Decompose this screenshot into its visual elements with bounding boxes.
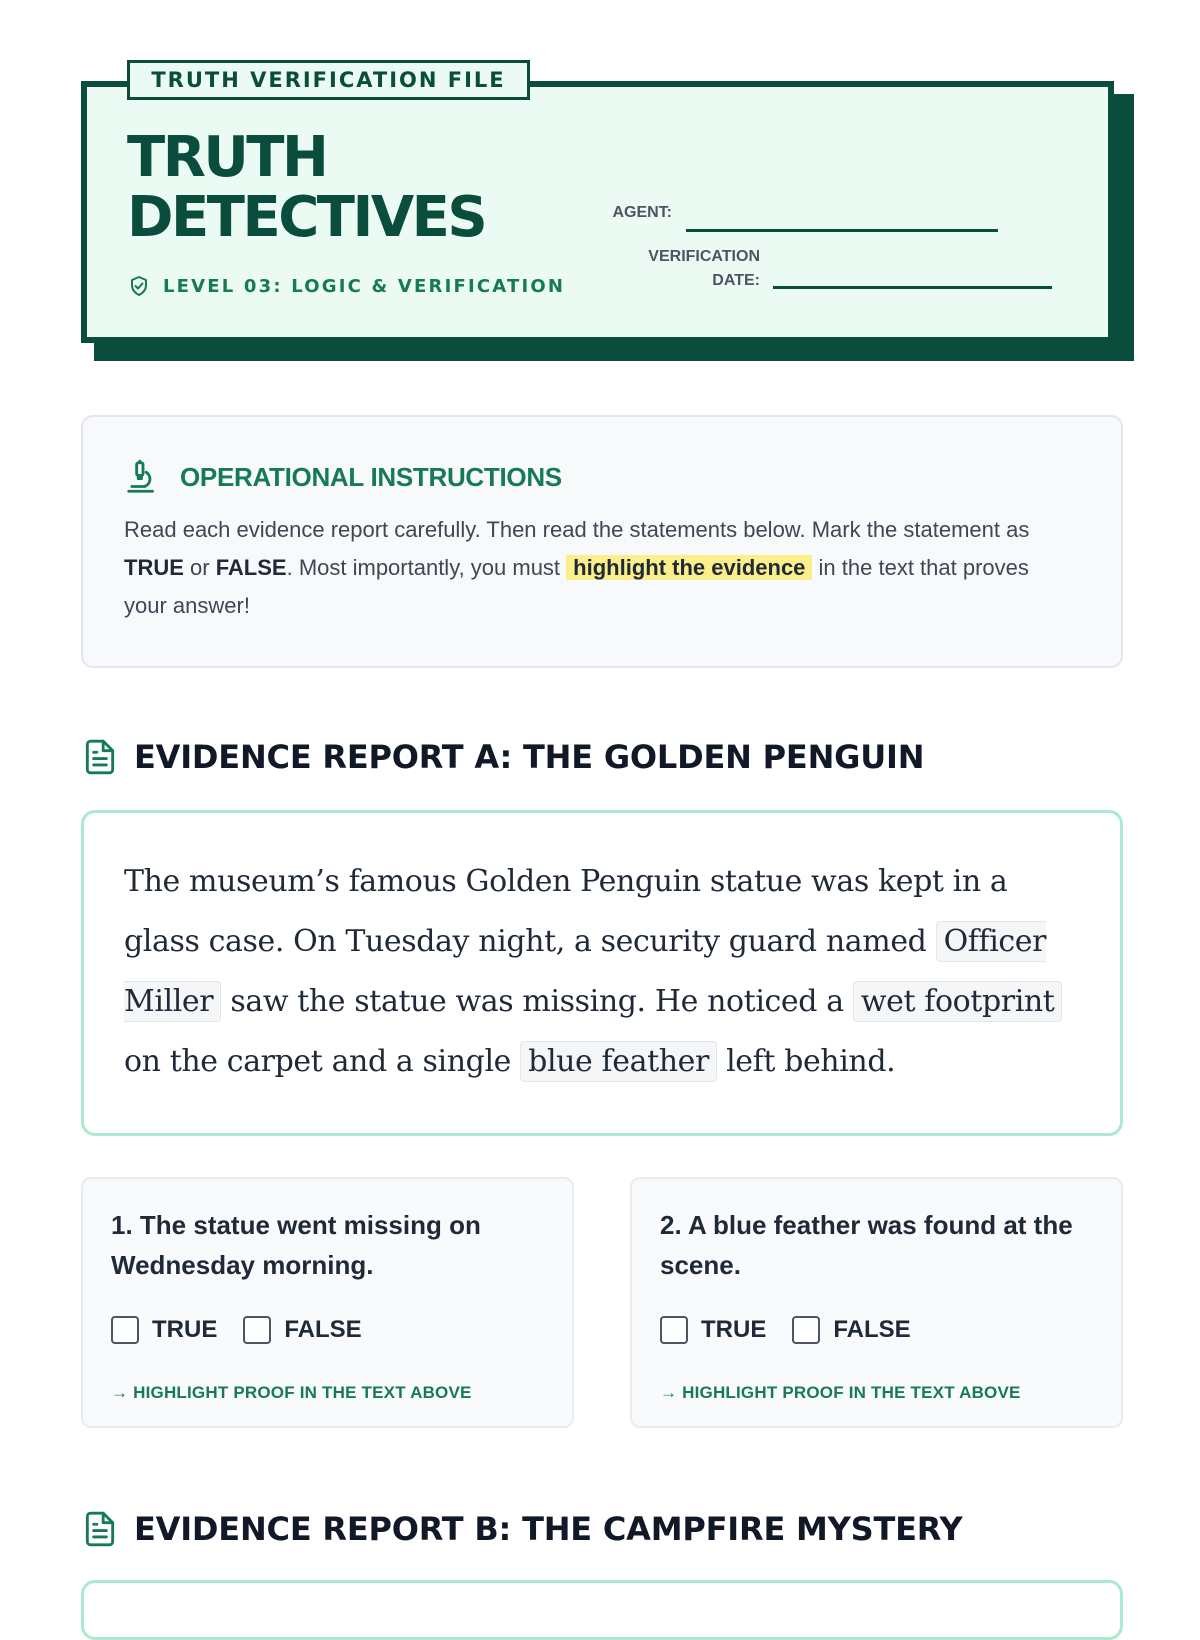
- true-label: TRUE: [701, 1316, 767, 1343]
- date-label-line-1: VERIFICATION: [648, 248, 760, 265]
- statement-2-choices: [660, 1316, 911, 1344]
- agent-label: AGENT:: [612, 204, 672, 221]
- statement-1-true-checkbox[interactable]: [111, 1316, 139, 1344]
- statement-2-hint: → HIGHLIGHT PROOF IN THE TEXT ABOVE: [660, 1383, 1021, 1402]
- level-label: LEVEL 03: LOGIC & VERIFICATION: [163, 275, 566, 297]
- date-label-line-2: DATE:: [712, 272, 760, 289]
- level-badge: [127, 274, 565, 298]
- evidence-chip-feather[interactable]: blue feather: [520, 1041, 717, 1082]
- highlight-evidence-phrase: highlight the evidence: [566, 555, 812, 580]
- false-label: FALSE: [833, 1316, 911, 1343]
- date-input-line[interactable]: [773, 286, 1052, 289]
- report-b-title: EVIDENCE REPORT B: THE CAMPFIRE MYSTERY: [134, 1510, 963, 1548]
- verification-date-label: [600, 245, 760, 293]
- true-keyword: TRUE: [124, 555, 184, 580]
- false-label: FALSE: [284, 1316, 362, 1343]
- statement-1-choices: [111, 1316, 362, 1344]
- false-keyword: FALSE: [215, 555, 287, 580]
- title-line-1: TRUTH: [127, 125, 327, 190]
- instructions-title: OPERATIONAL INSTRUCTIONS: [180, 461, 562, 492]
- statement-1-hint: → HIGHLIGHT PROOF IN THE TEXT ABOVE: [111, 1383, 472, 1402]
- statement-2-true-option[interactable]: [660, 1316, 766, 1344]
- document-icon: [84, 738, 116, 776]
- statement-2-false-option[interactable]: [792, 1316, 910, 1344]
- agent-input-line[interactable]: [686, 229, 998, 232]
- document-icon: [84, 1510, 116, 1548]
- report-b-heading: [84, 1510, 962, 1548]
- evidence-report-a-text[interactable]: The museum’s famous Golden Penguin statue was kept in a glass case. On Tuesday night, a security guard named Officer Miller saw the statue was missing. He noticed a wet footprint on the carpet and a single blue feather left behind.: [124, 852, 1084, 1092]
- statement-2-false-checkbox[interactable]: [792, 1316, 820, 1344]
- microscope-icon: [124, 458, 162, 496]
- page-title: [127, 125, 486, 250]
- file-tab-label: TRUTH VERIFICATION FILE: [127, 60, 530, 100]
- statement-1-false-option[interactable]: [243, 1316, 361, 1344]
- statement-card-2: [630, 1177, 1123, 1428]
- report-a-heading: [84, 738, 924, 776]
- shield-check-icon: [127, 274, 151, 298]
- instructions-header: [124, 458, 562, 496]
- evidence-report-b-box: [81, 1580, 1123, 1640]
- statement-2-text: 2. A blue feather was found at the scene.: [660, 1210, 1073, 1280]
- statement-2-true-checkbox[interactable]: [660, 1316, 688, 1344]
- statement-card-1: [81, 1177, 574, 1428]
- report-a-title: EVIDENCE REPORT A: THE GOLDEN PENGUIN: [134, 738, 925, 776]
- title-line-2: DETECTIVES: [127, 185, 486, 250]
- statement-1-true-option[interactable]: [111, 1316, 217, 1344]
- true-label: TRUE: [152, 1316, 218, 1343]
- instructions-text: Read each evidence report carefully. Then read the statements below. Mark the statement as TRUE or FALSE. Most importantly, you must highlight the evidence in the text that proves your answer!: [124, 517, 1030, 618]
- statement-1-false-checkbox[interactable]: [243, 1316, 271, 1344]
- evidence-chip-officer[interactable]: Officer Miller: [124, 921, 1046, 1022]
- statement-1-text: 1. The statue went missing on Wednesday morning.: [111, 1210, 481, 1280]
- evidence-chip-footprint[interactable]: wet footprint: [853, 981, 1063, 1022]
